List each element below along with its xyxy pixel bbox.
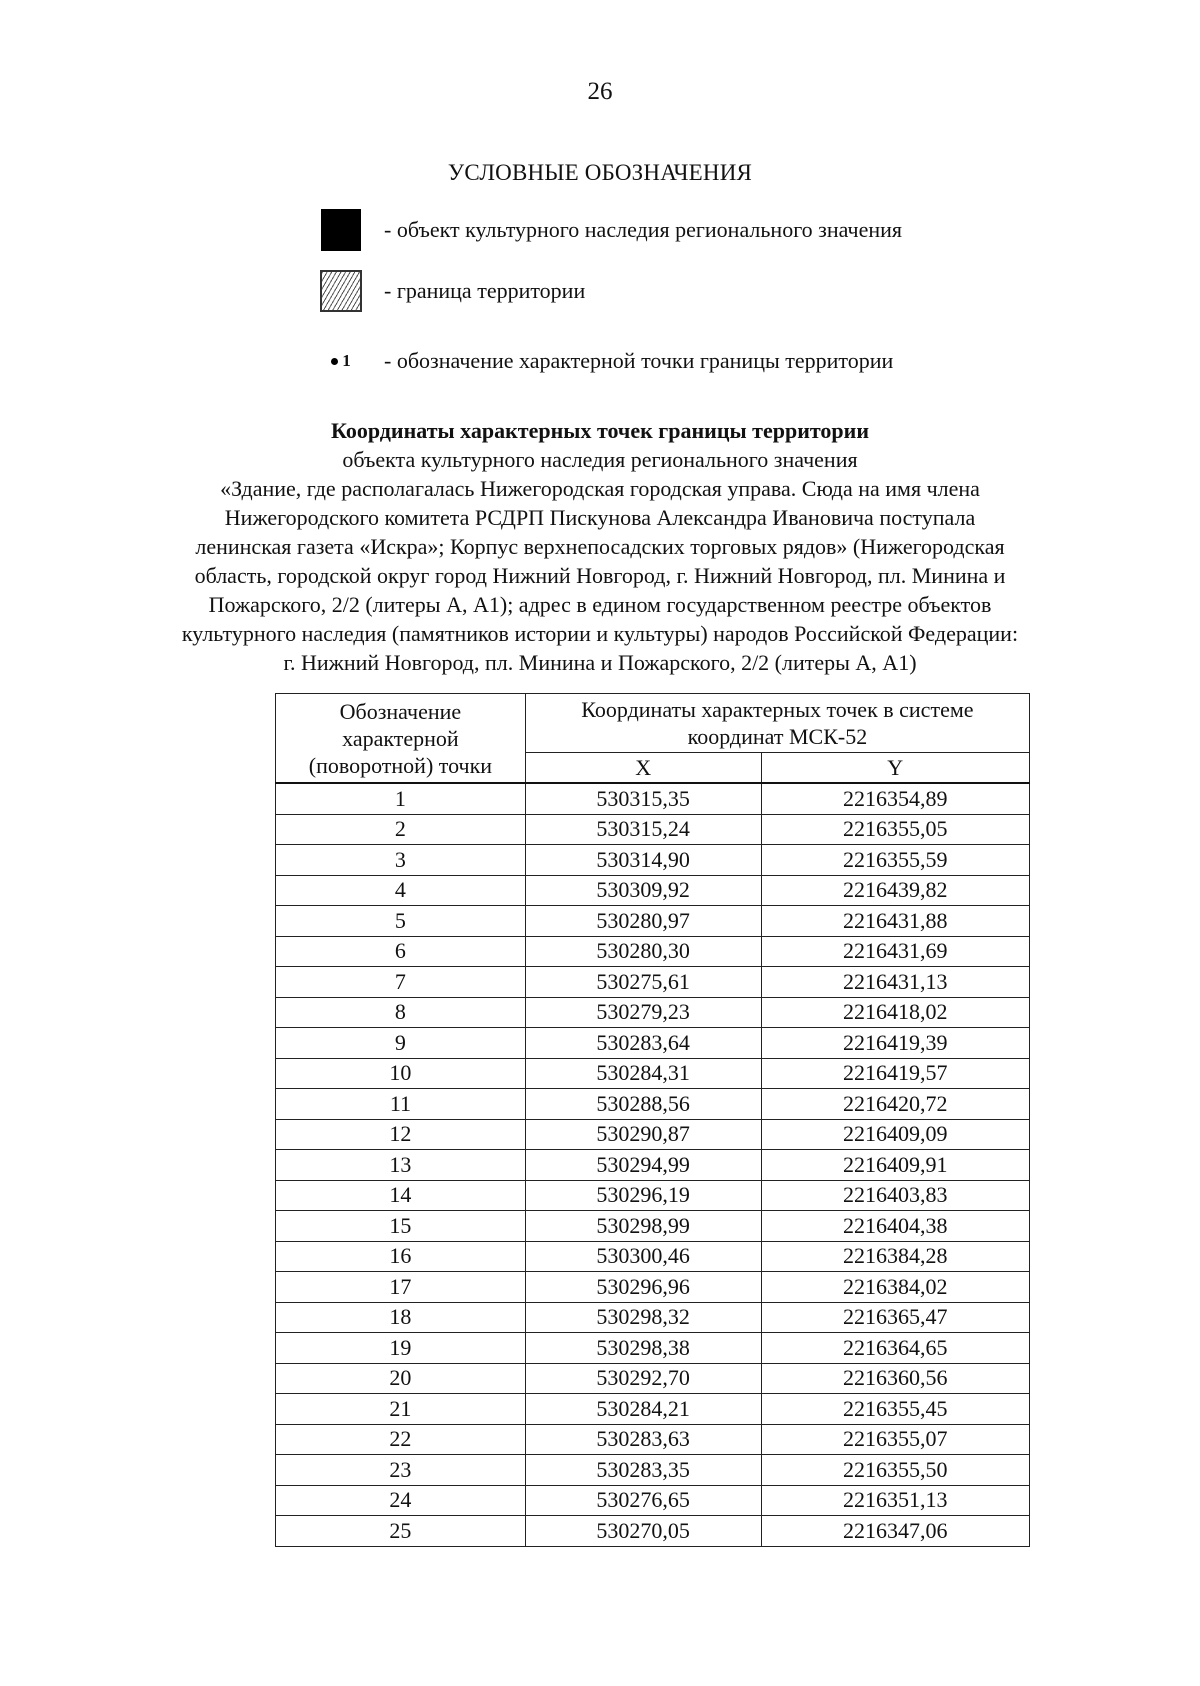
table-row: [276, 1424, 1030, 1455]
cell-x: 530280,30: [525, 936, 761, 967]
cell-point: 14: [276, 1180, 526, 1211]
table-row: [276, 1211, 1030, 1242]
legend-item-heritage-object: [320, 208, 902, 252]
cell-y: 2216355,45: [761, 1394, 1030, 1425]
cell-point: 3: [276, 845, 526, 876]
legend-label: - объект культурного наследия регионального значения: [384, 217, 903, 242]
cell-x: 530288,56: [525, 1089, 761, 1120]
cell-y: 2216431,13: [761, 967, 1030, 998]
cell-y: 2216420,72: [761, 1089, 1030, 1120]
heading-line: область, городской округ город Нижний Новгород, г. Нижний Новгород, пл. Минина и: [194, 563, 1006, 588]
header-coords-line: координат МСК-52: [687, 724, 868, 749]
cell-x: 530290,87: [525, 1119, 761, 1150]
cell-x: 530309,92: [525, 875, 761, 906]
heading-line: г. Нижний Новгород, пл. Минина и Пожарского, 2/2 (литеры А, А1): [283, 650, 917, 675]
black-square-icon: [320, 209, 362, 251]
cell-x: 530283,64: [525, 1028, 761, 1059]
header-point-line: характерной: [342, 725, 459, 751]
cell-y: 2216419,57: [761, 1058, 1030, 1089]
cell-y: 2216404,38: [761, 1211, 1030, 1242]
header-point-line: Обозначение: [339, 698, 462, 724]
cell-point: 15: [276, 1211, 526, 1242]
cell-point: 5: [276, 906, 526, 937]
table-row: [276, 1485, 1030, 1516]
cell-point: 25: [276, 1516, 526, 1547]
table-row: [276, 783, 1030, 814]
cell-point: 19: [276, 1333, 526, 1364]
table-row: [276, 967, 1030, 998]
cell-y: 2216365,47: [761, 1302, 1030, 1333]
cell-y: 2216360,56: [761, 1363, 1030, 1394]
cell-y: 2216418,02: [761, 997, 1030, 1028]
cell-x: 530294,99: [525, 1150, 761, 1181]
table-row: [276, 1272, 1030, 1303]
table-row: [276, 814, 1030, 845]
table-row: [276, 1394, 1030, 1425]
cell-y: 2216409,91: [761, 1150, 1030, 1181]
cell-point: 6: [276, 936, 526, 967]
table-row: [276, 1302, 1030, 1333]
cell-y: 2216354,89: [761, 783, 1030, 814]
cell-y: 2216351,13: [761, 1485, 1030, 1516]
table-row: [276, 1455, 1030, 1486]
cell-y: 2216364,65: [761, 1333, 1030, 1364]
cell-x: 530292,70: [525, 1363, 761, 1394]
cell-point: 23: [276, 1455, 526, 1486]
cell-x: 530283,35: [525, 1455, 761, 1486]
table-row: [276, 1333, 1030, 1364]
table-row: [276, 1516, 1030, 1547]
cell-x: 530300,46: [525, 1241, 761, 1272]
cell-y: 2216355,50: [761, 1455, 1030, 1486]
heading-line: «Здание, где располагалась Нижегородская городская управа. Сюда на имя члена: [220, 476, 980, 501]
cell-point: 11: [276, 1089, 526, 1120]
coords-heading: [150, 416, 1050, 677]
cell-x: 530298,38: [525, 1333, 761, 1364]
cell-x: 530298,32: [525, 1302, 761, 1333]
cell-y: 2216355,59: [761, 845, 1030, 876]
cell-x: 530284,31: [525, 1058, 761, 1089]
table-row: [276, 1241, 1030, 1272]
table-row: [276, 936, 1030, 967]
legend-label: - граница территории: [384, 278, 586, 303]
cell-point: 7: [276, 967, 526, 998]
heading-line: ленинская газета «Искра»; Корпус верхнепосадских торговых рядов» (Нижегородская: [195, 534, 1005, 559]
cell-x: 530280,97: [525, 906, 761, 937]
cell-point: 18: [276, 1302, 526, 1333]
cell-point: 16: [276, 1241, 526, 1272]
cell-y: 2216419,39: [761, 1028, 1030, 1059]
page-number: 26: [587, 78, 613, 105]
cell-point: 8: [276, 997, 526, 1028]
heading-line: культурного наследия (памятников истории и культуры) народов Российской Федерации:: [181, 621, 1019, 646]
cell-point: 9: [276, 1028, 526, 1059]
cell-y: 2216403,83: [761, 1180, 1030, 1211]
legend-item-boundary-point: [320, 339, 893, 383]
cell-y: 2216384,28: [761, 1241, 1030, 1272]
cell-x: 530270,05: [525, 1516, 761, 1547]
cell-point: 13: [276, 1150, 526, 1181]
cell-point: 2: [276, 814, 526, 845]
header-coords-line: Координаты характерных точек в системе: [581, 697, 974, 722]
cell-x: 530314,90: [525, 845, 761, 876]
cell-y: 2216355,05: [761, 814, 1030, 845]
cell-y: 2216409,09: [761, 1119, 1030, 1150]
header-point: [276, 694, 526, 784]
cell-x: 530296,96: [525, 1272, 761, 1303]
point-marker-icon: [320, 340, 362, 382]
cell-point: 22: [276, 1424, 526, 1455]
table-row: [276, 1119, 1030, 1150]
legend-title: УСЛОВНЫЕ ОБОЗНАЧЕНИЯ: [447, 160, 753, 185]
table-row: [276, 1058, 1030, 1089]
cell-x: 530315,24: [525, 814, 761, 845]
cell-x: 530279,23: [525, 997, 761, 1028]
header-point-line: (поворотной) точки: [308, 752, 493, 778]
heading-line: объекта культурного наследия регионального значения: [342, 447, 858, 472]
table-row: [276, 1150, 1030, 1181]
cell-y: 2216384,02: [761, 1272, 1030, 1303]
cell-y: 2216355,07: [761, 1424, 1030, 1455]
heading-line: Нижегородского комитета РСДРП Пискунова Александра Ивановича поступала: [224, 505, 976, 530]
cell-y: 2216439,82: [761, 875, 1030, 906]
cell-x: 530298,99: [525, 1211, 761, 1242]
coords-heading-title: Координаты характерных точек границы территории: [330, 418, 870, 443]
cell-point: 21: [276, 1394, 526, 1425]
table-row: [276, 1028, 1030, 1059]
legend-label: - обозначение характерной точки границы территории: [384, 348, 894, 373]
cell-point: 17: [276, 1272, 526, 1303]
cell-y: 2216347,06: [761, 1516, 1030, 1547]
hatched-square-icon: [320, 270, 362, 312]
table-row: [276, 997, 1030, 1028]
cell-point: 24: [276, 1485, 526, 1516]
heading-line: Пожарского, 2/2 (литеры А, А1); адрес в едином государственном реестре объектов: [208, 592, 992, 617]
cell-x: 530315,35: [525, 783, 761, 814]
table-row: [276, 1089, 1030, 1120]
coordinates-table: [275, 693, 1030, 1547]
cell-x: 530283,63: [525, 1424, 761, 1455]
cell-y: 2216431,69: [761, 936, 1030, 967]
header-coordinates: [525, 694, 1029, 753]
table-row: [276, 845, 1030, 876]
point-marker-number: 1: [342, 351, 351, 370]
cell-x: 530284,21: [525, 1394, 761, 1425]
cell-x: 530275,61: [525, 967, 761, 998]
header-y: Y: [761, 753, 1030, 784]
legend-item-territory-boundary: [320, 269, 585, 313]
table-row: [276, 906, 1030, 937]
table-row: [276, 875, 1030, 906]
table-row: [276, 1180, 1030, 1211]
cell-point: 1: [276, 783, 526, 814]
cell-point: 20: [276, 1363, 526, 1394]
cell-x: 530276,65: [525, 1485, 761, 1516]
cell-point: 4: [276, 875, 526, 906]
cell-point: 10: [276, 1058, 526, 1089]
cell-point: 12: [276, 1119, 526, 1150]
cell-y: 2216431,88: [761, 906, 1030, 937]
header-x: X: [525, 753, 761, 784]
table-row: [276, 1363, 1030, 1394]
cell-x: 530296,19: [525, 1180, 761, 1211]
